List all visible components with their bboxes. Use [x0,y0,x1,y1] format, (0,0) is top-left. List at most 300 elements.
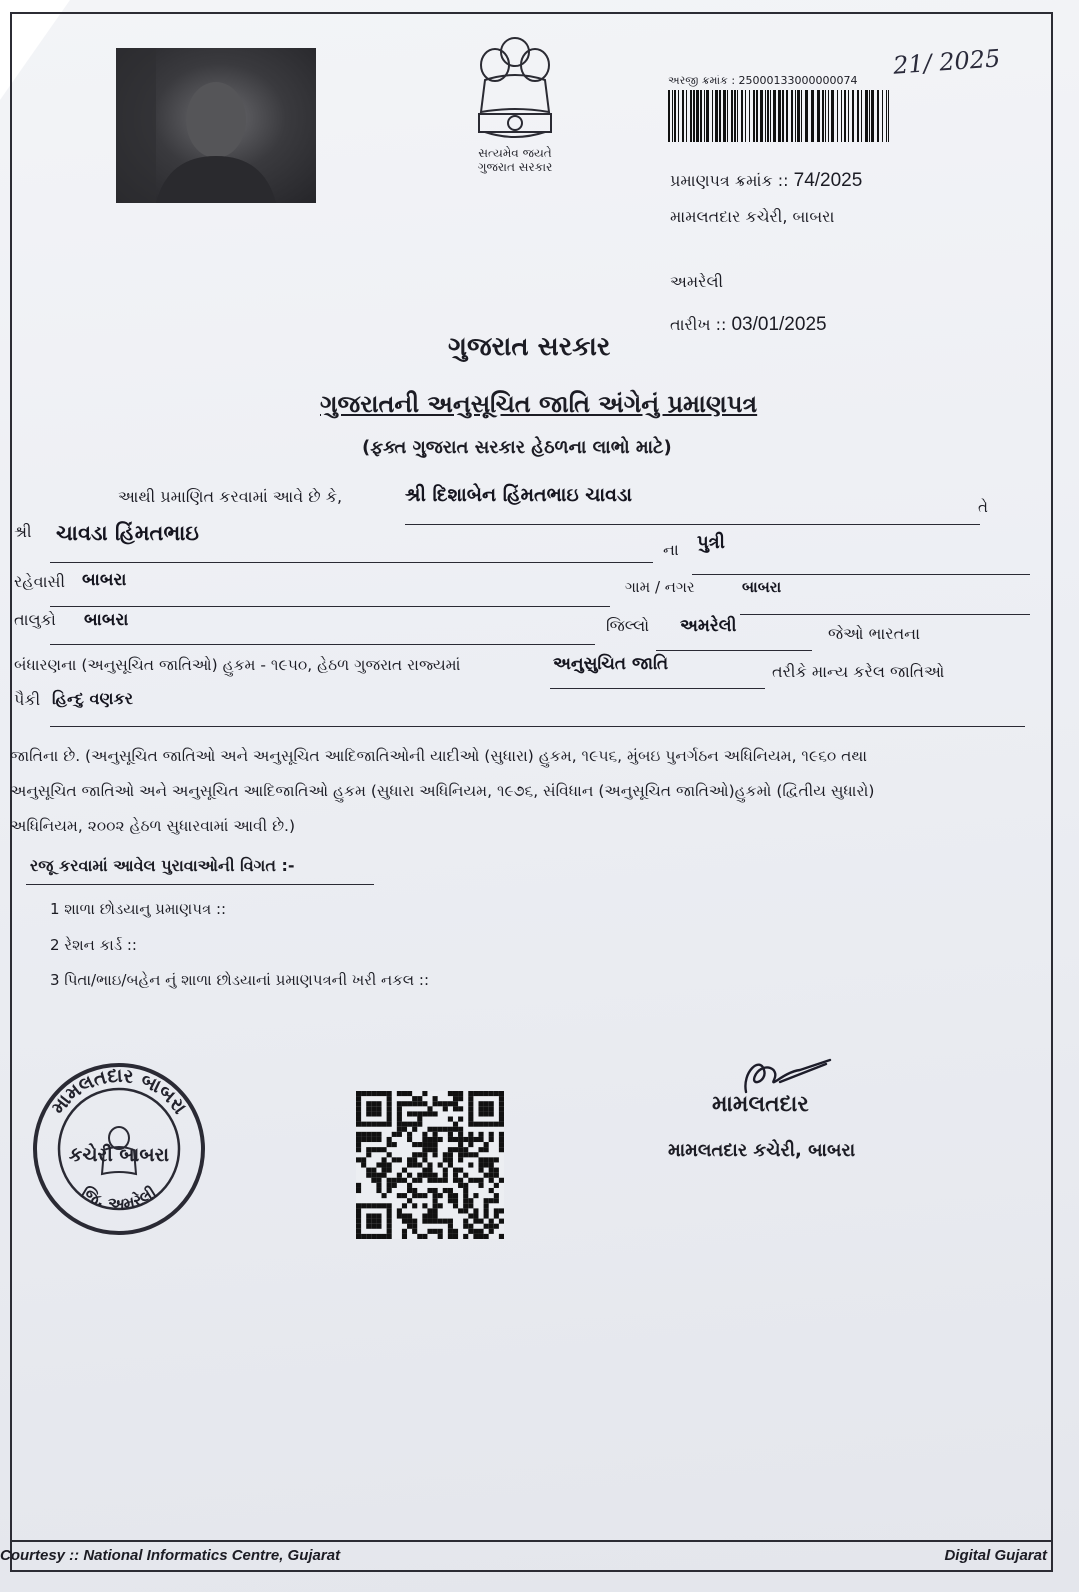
qr-module [473,1193,478,1198]
qr-module [361,1137,366,1142]
barcode-bar [782,90,784,142]
qr-module [356,1096,361,1101]
qr-module [356,1234,361,1239]
qr-module [356,1208,361,1213]
barcode-bar [678,90,679,142]
barcode-bar [690,90,692,142]
qr-module [478,1168,483,1173]
qr-module [422,1101,427,1106]
qr-module [361,1203,366,1208]
qr-module [484,1147,489,1152]
barcode [668,90,892,142]
qr-module [402,1213,407,1218]
qr-module [376,1203,381,1208]
qr-module [443,1127,448,1132]
qr-module [499,1132,504,1137]
qr-module [438,1101,443,1106]
qr-module [494,1183,499,1188]
qr-module [356,1213,361,1218]
qr-module [356,1224,361,1229]
qr-module [407,1173,412,1178]
legal-line-1: જાતિના છે. (અનુસૂચિત જાતિઓ અને અનુસૂચિત આદિજાતિઓની યાદીઓ (સુધારા) હુકમ, ૧૯૫૬, મુંબઇ પુનર્ગઠન અધિનિયમ, ૧૯૬૦ તથા [10,747,868,765]
qr-module [376,1213,381,1218]
qr-module [387,1111,392,1116]
barcode-bar [760,90,763,142]
issuing-district: અમરેલી [670,272,724,291]
qr-module [376,1173,381,1178]
qr-module [417,1178,422,1183]
qr-module [387,1188,392,1193]
qr-module [458,1178,463,1183]
qr-module [422,1234,427,1239]
qr-module [484,1173,489,1178]
application-number-label: અરજી ક્રમાંક : [668,74,736,87]
barcode-bar [801,90,802,142]
barcode-bar [737,90,738,142]
qr-module [484,1157,489,1162]
qr-module [371,1168,376,1173]
qr-module [478,1106,483,1111]
qr-module [422,1219,427,1224]
application-number [668,74,858,88]
barcode-bar [731,90,733,142]
qr-module [484,1142,489,1147]
qr-module [433,1096,438,1101]
qr-module [478,1234,483,1239]
barcode-bar [668,90,670,142]
applicant-photo [116,48,316,203]
qr-module [366,1173,371,1178]
qr-module [489,1229,494,1234]
qr-module [494,1173,499,1178]
qr-module [387,1117,392,1122]
qr-module [443,1173,448,1178]
qr-module [468,1229,473,1234]
qr-module [356,1101,361,1106]
qr-module [402,1122,407,1127]
qr-module [468,1162,473,1167]
qr-module [478,1122,483,1127]
barcode-bar [861,90,862,142]
qr-module [402,1178,407,1183]
qr-module [468,1137,473,1142]
qr-module [422,1091,427,1096]
qr-module [433,1127,438,1132]
qr-module [448,1224,453,1229]
relation-line [692,574,1030,575]
barcode-bar [877,90,879,142]
qr-module [463,1183,468,1188]
qr-module [366,1152,371,1157]
among-text: પૈકી [14,690,41,709]
qr-module [366,1213,371,1218]
taluka-value: બાબરા [84,610,129,630]
qr-module [402,1203,407,1208]
qr-module [489,1157,494,1162]
qr-module [463,1188,468,1193]
qr-module [412,1111,417,1116]
qr-module [438,1193,443,1198]
resident-line [50,606,610,607]
qr-module [427,1219,432,1224]
qr-module [356,1229,361,1234]
qr-module [478,1111,483,1116]
qr-module [478,1162,483,1167]
qr-module [392,1142,397,1147]
issue-date-value: 03/01/2025 [731,314,827,335]
qr-module [417,1162,422,1167]
barcode-bar [786,90,788,142]
qr-module [366,1122,371,1127]
qr-module [376,1137,381,1142]
footer-rule [10,1540,1053,1542]
qr-module [489,1173,494,1178]
qr-module [438,1219,443,1224]
qr-module [499,1208,504,1213]
qr-module [387,1183,392,1188]
qr-module [433,1229,438,1234]
qr-module [433,1132,438,1137]
qr-module [371,1137,376,1142]
qr-module [494,1168,499,1173]
qr-module [484,1203,489,1208]
qr-module [499,1117,504,1122]
qr-module [438,1229,443,1234]
qr-module [484,1101,489,1106]
qr-module [448,1188,453,1193]
qr-module [371,1203,376,1208]
qr-module [361,1132,366,1137]
taluka-label: તાલુકો [14,610,56,629]
evidence-heading-line [26,884,374,885]
qr-module [473,1122,478,1127]
qr-module [427,1106,432,1111]
qr-module [453,1173,458,1178]
seal-ring-bottom: જિ. અમરેલી [78,1182,160,1214]
caste-line [50,726,1025,727]
qr-module [427,1127,432,1132]
qr-module [387,1122,392,1127]
na-text: ના [663,540,679,559]
category-line [550,688,765,689]
caste-value: હિન્દુ વણકર [52,689,134,708]
qr-module [489,1219,494,1224]
qr-module [438,1234,443,1239]
barcode-bar [837,90,838,142]
qr-module [412,1157,417,1162]
qr-module [427,1137,432,1142]
qr-module [427,1173,432,1178]
qr-module [443,1178,448,1183]
qr-module [478,1101,483,1106]
qr-module [417,1096,422,1101]
legal-line-3: અધિનિયમ, ૨૦૦૨ હેઠળ સુધારવામાં આવી છે.) [10,817,296,835]
qr-module [494,1213,499,1218]
qr-module [412,1224,417,1229]
qr-module [433,1137,438,1142]
qr-module [366,1203,371,1208]
qr-module [376,1234,381,1239]
qr-module [356,1219,361,1224]
qr-module [366,1106,371,1111]
barcode-bar [857,90,859,142]
qr-module [433,1213,438,1218]
qr-module [484,1198,489,1203]
qr-module [392,1132,397,1137]
qr-module [443,1168,448,1173]
qr-module [402,1168,407,1173]
qr-module [448,1157,453,1162]
qr-module [407,1198,412,1203]
qr-module [387,1219,392,1224]
qr-module [473,1178,478,1183]
qr-module [494,1091,499,1096]
qr-module [422,1111,427,1116]
qr-module [402,1229,407,1234]
qr-module [356,1117,361,1122]
qr-module [366,1147,371,1152]
qr-module [407,1224,412,1229]
barcode-bar [749,90,750,142]
qr-module [489,1101,494,1106]
qr-module [433,1219,438,1224]
qr-module [371,1091,376,1096]
qr-module [397,1106,402,1111]
qr-module [453,1091,458,1096]
barcode-bar [797,90,800,142]
qr-module [453,1147,458,1152]
qr-module [407,1188,412,1193]
district-line [656,650,812,651]
qr-module [407,1101,412,1106]
qr-module [402,1127,407,1132]
qr-module [499,1178,504,1183]
district-label: જિલ્લો [606,616,650,635]
qr-module [402,1219,407,1224]
qr-module [387,1142,392,1147]
signatory-title: મામલતદાર [712,1092,809,1117]
qr-module [433,1147,438,1152]
qr-module [473,1137,478,1142]
qr-module [468,1178,473,1183]
qr-module [422,1132,427,1137]
qr-module [371,1122,376,1127]
barcode-bar [696,90,699,142]
qr-module [463,1234,468,1239]
qr-module [366,1111,371,1116]
qr-module [382,1234,387,1239]
qr-module [494,1193,499,1198]
barcode-bar [828,90,829,142]
qr-module [361,1122,366,1127]
qr-module [443,1219,448,1224]
qr-module [499,1091,504,1096]
barcode-bar [700,90,702,142]
barcode-bar [672,90,673,142]
qr-module [356,1157,361,1162]
qr-module [453,1096,458,1101]
qr-module [366,1132,371,1137]
barcode-bar [841,90,842,142]
government-title: ગુજરાત સરકાર [448,332,611,362]
qr-module [387,1234,392,1239]
qr-module [371,1106,376,1111]
qr-module [412,1101,417,1106]
qr-module [433,1178,438,1183]
qr-module [376,1122,381,1127]
barcode-bar [822,90,824,142]
qr-module [489,1132,494,1137]
qr-module [468,1106,473,1111]
qr-module [366,1224,371,1229]
qr-module [448,1127,453,1132]
qr-module [422,1203,427,1208]
qr-module [489,1168,494,1173]
qr-module [463,1198,468,1203]
qr-module [397,1213,402,1218]
qr-module [489,1122,494,1127]
qr-module [473,1208,478,1213]
qr-module [427,1188,432,1193]
qr-module [438,1127,443,1132]
qr-module [443,1157,448,1162]
qr-module [499,1106,504,1111]
qr-module [448,1152,453,1157]
qr-module [392,1157,397,1162]
qr-module [458,1127,463,1132]
qr-module [376,1178,381,1183]
qr-module [356,1142,361,1147]
taluka-line [50,644,595,645]
qr-module [443,1188,448,1193]
qr-module [458,1152,463,1157]
qr-module [468,1132,473,1137]
qr-module [382,1203,387,1208]
qr-module [387,1203,392,1208]
qr-module [478,1157,483,1162]
barcode-bar [888,90,889,142]
applicant-name: શ્રી દિશાબેન હિંમતભાઇ ચાવડા [405,484,633,506]
qr-module [387,1213,392,1218]
constitution-text: બંધારણના (અનુસૂચિત જાતિઓ) હુકમ - ૧૯૫૦, હેઠળ ગુજરાત રાજ્યમાં [14,656,461,674]
qr-module [387,1091,392,1096]
handwritten-reference: 21/ 2025 [892,44,1002,80]
qr-module [489,1111,494,1116]
qr-module [499,1111,504,1116]
qr-module [417,1111,422,1116]
qr-module [448,1117,453,1122]
qr-module [433,1101,438,1106]
emblem-label: ગુજરાત સરકાર [477,160,553,174]
qr-module [356,1203,361,1208]
qr-module [453,1106,458,1111]
qr-module [453,1198,458,1203]
qr-module [356,1111,361,1116]
qr-module [356,1122,361,1127]
qr-module [478,1147,483,1152]
qr-module [387,1224,392,1229]
qr-module [371,1111,376,1116]
qr-module [494,1122,499,1127]
qr-module [407,1111,412,1116]
qr-module [361,1234,366,1239]
qr-module [427,1213,432,1218]
qr-module [458,1183,463,1188]
qr-module [402,1091,407,1096]
qr-module [427,1162,432,1167]
barcode-bar [773,90,776,142]
qr-module [407,1122,412,1127]
qr-module [382,1193,387,1198]
qr-module [412,1162,417,1167]
qr-module [427,1208,432,1213]
qr-code [356,1091,504,1239]
qr-module [489,1224,494,1229]
qr-module [371,1147,376,1152]
qr-module [417,1117,422,1122]
legal-line-2: અનુસૂચિત જાતિઓ અને અનુસૂચિત આદિજાતિઓ હુકમ (સુધારા અધિનિયમ, ૧૯૭૬, સંવિધાન (અનુસૂચિત જાતિઓ)હુકમો (દ્વિતીય સુધારો) [10,782,875,800]
qr-module [463,1208,468,1213]
qr-module [407,1091,412,1096]
qr-module [407,1183,412,1188]
barcode-bar [682,90,684,142]
qr-module [376,1091,381,1096]
qr-module [397,1127,402,1132]
qr-module [417,1193,422,1198]
qr-module [448,1101,453,1106]
who-india-text: જેઓ ભારતના [828,624,921,643]
qr-module [371,1234,376,1239]
qr-module [438,1203,443,1208]
qr-module [397,1091,402,1096]
qr-module [392,1183,397,1188]
barcode-bar [706,90,709,142]
qr-module [412,1219,417,1224]
qr-module [458,1106,463,1111]
qr-module [478,1229,483,1234]
barcode-bar [852,90,854,142]
qr-module [366,1101,371,1106]
qr-module [387,1096,392,1101]
qr-module [407,1137,412,1142]
qr-module [448,1219,453,1224]
qr-module [448,1229,453,1234]
qr-module [397,1122,402,1127]
evidence-item: 1 શાળા છોડયાનુ પ્રમાણપત્ર :: [50,900,227,918]
qr-module [484,1234,489,1239]
qr-module [433,1173,438,1178]
qr-module [448,1234,453,1239]
qr-module [478,1178,483,1183]
qr-module [453,1122,458,1127]
qr-module [397,1111,402,1116]
qr-module [387,1168,392,1173]
certificate-title: ગુજરાતની અનુસૂચિત જાતિ અંગેનું પ્રમાણપત્ર [320,390,758,418]
qr-module [433,1142,438,1147]
emblem-motto: સત્યમેવ જયતે [478,146,552,160]
evidence-item: 3 પિતા/ભાઇ/બહેન નું શાળા છોડયાનાં પ્રમાણપત્રની ખરી નકલ :: [50,971,430,989]
qr-module [417,1234,422,1239]
district-value: અમરેલી [680,616,737,636]
qr-module [489,1198,494,1203]
qr-module [468,1091,473,1096]
seal-ring-top: મામલતદાર બાબરા [47,1064,192,1119]
barcode-bar [831,90,834,142]
qr-module [463,1147,468,1152]
qr-module [468,1101,473,1106]
qr-module [412,1122,417,1127]
qr-module [417,1152,422,1157]
